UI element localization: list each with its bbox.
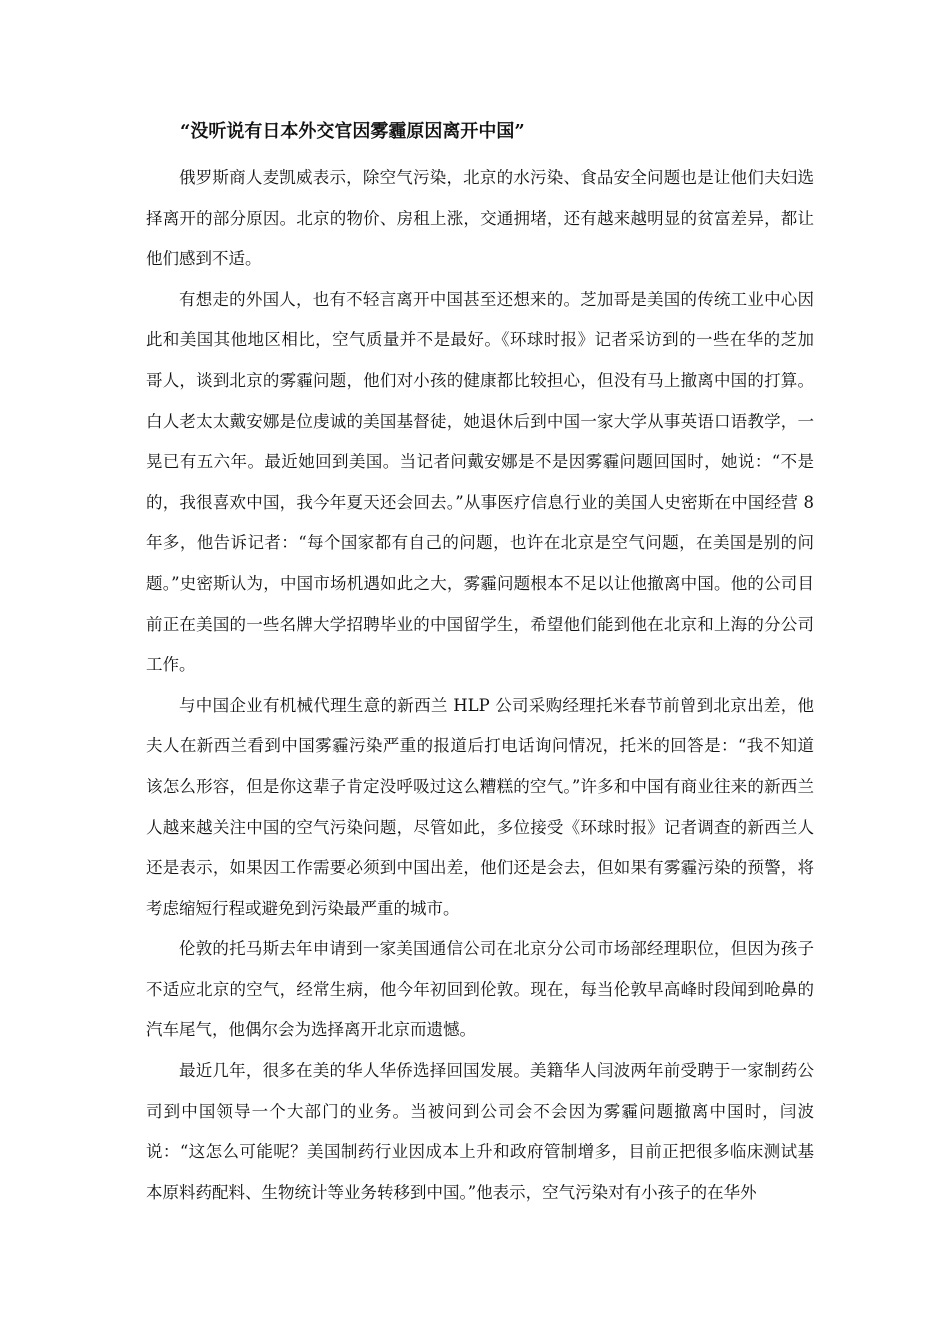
article-body — [146, 158, 814, 1213]
paragraph: 伦敦的托马斯去年申请到一家美国通信公司在北京分公司市场部经理职位，但因为孩子不适应北京的空气，经常生病，他今年初回到伦敦。现在，每当伦敦早高峰时段闻到呛鼻的汽车尾气，他偶尔会为选择离开北京而遗憾。 — [146, 939, 814, 1040]
article-heading: “没听说有日本外交官因雾霾原因离开中国” — [180, 121, 525, 142]
paragraph: 有想走的外国人，也有不轻言离开中国甚至还想来的。芝加哥是美国的传统工业中心因此和美国其他地区相比，空气质量并不是最好。《环球时报》记者采访到的一些在华的芝加哥人，谈到北京的雾霾问题，他们对小孩的健康都比较担心，但没有马上撤离中国的打算。白人老太太戴安娜是位虔诚的美国基督徒，她退休后到中国一家大学从事英语口语教学，一晃已有五六年。最近她回到美国。当记者问戴安娜是不是因雾霾问题回国时，她说：“不是的，我很喜欢中国，我今年夏天还会回去。”从事医疗信息行业的美国人史密斯在中国经营 8 年多，他告诉记者：“每个国家都有自己的问题，也许在北京是空气问题，在美国是别的问题。”史密斯认为，中国市场机遇如此之大，雾霾问题根本不足以让他撤离中国。他的公司目前正在美国的一些名牌大学招聘毕业的中国留学生，希望他们能到他在北京和上海的分公司工作。 — [146, 289, 814, 675]
paragraph: 俄罗斯商人麦凯威表示，除空气污染，北京的水污染、食品安全问题也是让他们夫妇选择离开的部分原因。北京的物价、房租上涨，交通拥堵，还有越来越明显的贫富差异，都让他们感到不适。 — [146, 168, 814, 269]
paragraph: 最近几年，很多在美的华人华侨选择回国发展。美籍华人闫波两年前受聘于一家制药公司到中国领导一个大部门的业务。当被问到公司会不会因为雾霾问题撤离中国时，闫波说：“这怎么可能呢？美国制药行业因成本上升和政府管制增多，目前正把很多临床测试基本原料药配料、生物统计等业务转移到中国。”他表示，空气污染对有小孩子的在华外 — [146, 1061, 814, 1202]
paragraph: 与中国企业有机械代理生意的新西兰 HLP 公司采购经理托米春节前曾到北京出差，他夫人在新西兰看到中国雾霾污染严重的报道后打电话询问情况，托米的回答是：“我不知道该怎么形容，但是你这辈子肯定没呼吸过这么糟糕的空气。”许多和中国有商业往来的新西兰人越来越关注中国的空气污染问题，尽管如此，多位接受《环球时报》记者调查的新西兰人还是表示，如果因工作需要必须到中国出差，他们还是会去，但如果有雾霾污染的预警，将考虑缩短行程或避免到污染最严重的城市。 — [146, 695, 814, 918]
